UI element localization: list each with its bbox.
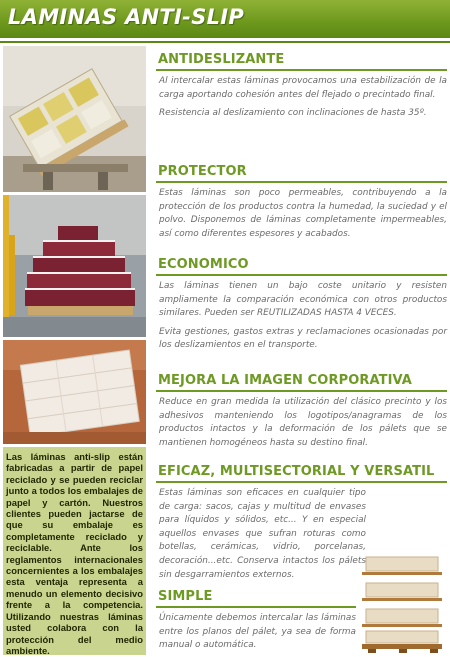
section-paragraph: Al intercalar estas láminas provocamos una estabilización de la carga aportando cohesión antes del flejado o precintado final.: [159, 76, 447, 100]
section-imagen-corporativa: [156, 373, 447, 450]
section-paragraph: Reduce en gran medida la utilización del clásico precinto y los adhesivos manteniendo los logotipos/anagramas de los productos intactos y la deformación de los pálets que se mantienen homogéneos hasta su destino final.: [159, 397, 447, 448]
section-paragraph: Las láminas tienen un bajo coste unitario y resisten ampliamente la comparación económica con otros productos similares. Pueden ser REUTILIZADAS HASTA 4 VECES.: [159, 281, 447, 319]
section-protector: [156, 164, 447, 241]
photo-wrapped-boxes: [3, 340, 146, 444]
section-paragraph: Únicamente debemos intercalar las láminas entre los planos del pálet, ya sea de forma manual o automática.: [159, 613, 356, 651]
section-title: ANTIDESLIZANTE: [158, 52, 285, 67]
section-title: ECONOMICO: [158, 257, 249, 272]
section-divider: [156, 390, 447, 392]
section-title: EFICAZ, MULTISECTORIAL Y VERSATIL: [158, 464, 435, 479]
section-paragraph: Estas láminas son eficaces en cualquier tipo de carga: sacos, cajas y multitud de envases para líquidos y sólidos, etc... Y en especial aquellos envases que sufran roturas como botellas, cerámicas, vidrio, porcelanas, decoración...etc. Conserva intactos los pálets sin desgarramientos externos.: [159, 488, 366, 580]
page-title: LAMINAS ANTI-SLIP: [8, 5, 245, 29]
section-divider: [156, 69, 447, 71]
section-title: MEJORA LA IMAGEN CORPORATIVA: [158, 373, 412, 388]
photo-tilt-test: [3, 46, 146, 192]
section-economico: [156, 257, 447, 353]
section-paragraph: Evita gestiones, gastos extras y reclamaciones ocasionadas por los deslizamientos en el transporte.: [159, 326, 447, 351]
section-divider: [156, 181, 447, 183]
section-simple: [156, 589, 356, 653]
section-divider: [156, 274, 447, 276]
recycling-info-text: Las láminas anti-slip están fabricadas a partir de papel reciclado y se pueden reciclar junto a todos los embalajes de papel y cartón. Nuestros clientes pueden jactarse de que su embalaje es completamente reciclado y reciclable. Ante los reglamentos internacionales concernientes a los embalajes esta ventaja representa a menudo un elemento decisivo frente a la competencia. Utilizando nuestras láminas usted colabora con la protección del medio ambiente.: [6, 451, 143, 655]
section-divider: [156, 481, 447, 483]
photo-pallet-bottles: [3, 195, 146, 337]
pallet-layers-illustration: [360, 555, 446, 653]
section-title: SIMPLE: [158, 589, 213, 604]
header-divider: [0, 41, 450, 43]
section-title: PROTECTOR: [158, 164, 247, 179]
section-divider: [156, 606, 356, 608]
page-header: [0, 0, 450, 38]
section-antideslizante: [156, 52, 447, 121]
recycling-info-box: [3, 447, 146, 655]
section-paragraph: Estas láminas son poco permeables, contribuyendo a la protección de los productos contra la humedad, la suciedad y el polvo. Disponemos de láminas completamente impermeables, así como diferentes espesores y acabados.: [159, 188, 447, 239]
section-paragraph: Resistencia al deslizamiento con inclinaciones de hasta 35º.: [159, 108, 427, 119]
